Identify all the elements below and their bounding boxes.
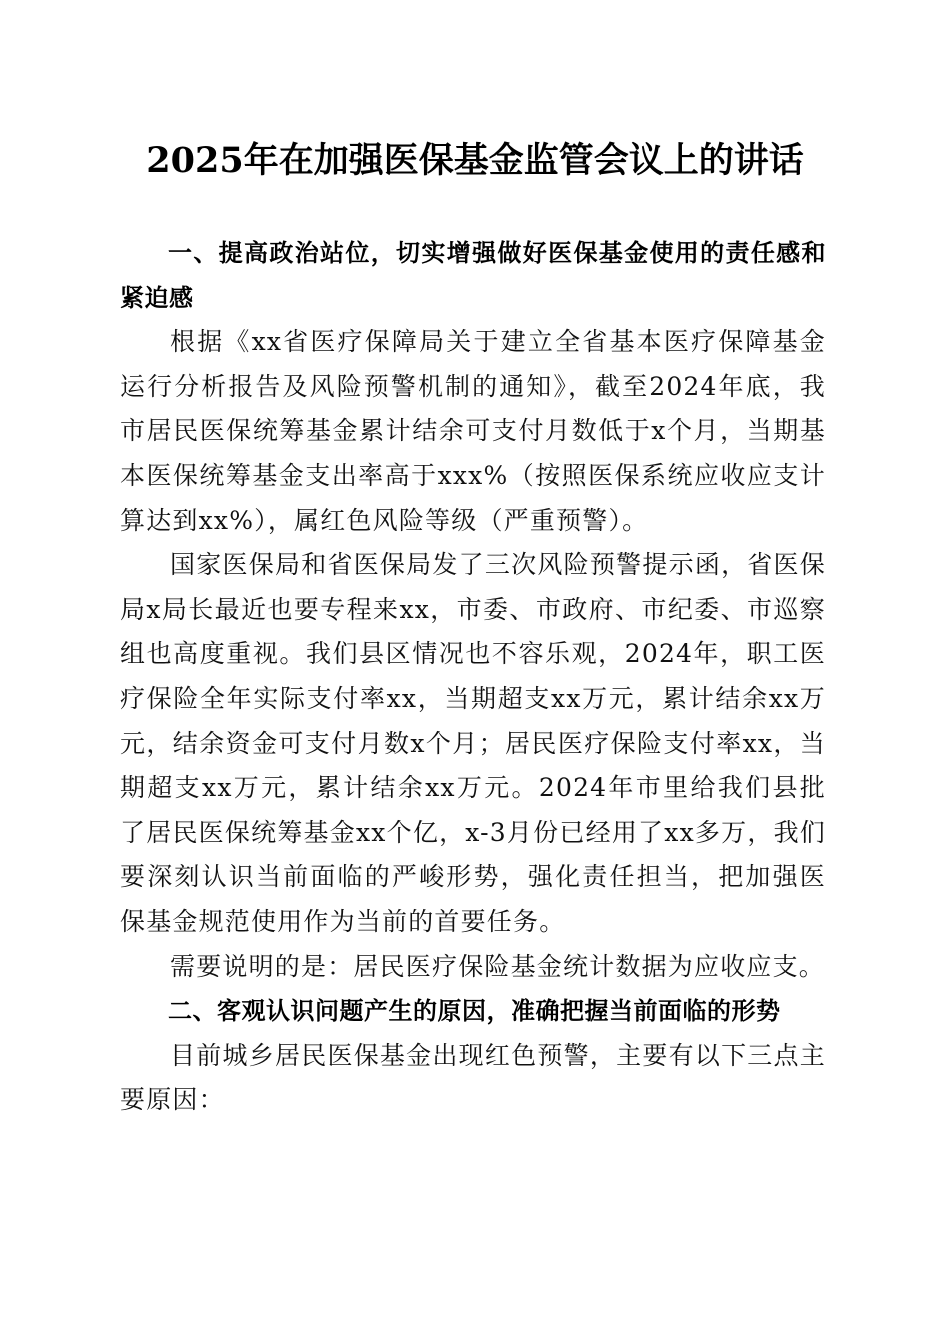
paragraph-3: 需要说明的是：居民医疗保险基金统计数据为应收应支。	[170, 951, 826, 981]
document-body	[120, 231, 826, 1123]
paragraph-1: 根据《xx省医疗保障局关于建立全省基本医疗保障基金运行分析报告及风险预警机制的通知》，截至2024年底，我市居民医保统筹基金累计结余可支付月数低于x个月，当期基本医保统筹基金支出率高于xxx%（按照医保系统应收应支计算达到xx%），属红色风险等级（严重预警）。	[120, 327, 826, 535]
paragraph-4: 目前城乡居民医保基金出现红色预警，主要有以下三点主要原因：	[120, 1040, 826, 1115]
section-heading-2: 二、客观认识问题产生的原因，准确把握当前面临的形势	[168, 997, 781, 1026]
paragraph-2: 国家医保局和省医保局发了三次风险预警提示函，省医保局x局长最近也要专程来xx，市委、市政府、市纪委、市巡察组也高度重视。我们县区情况也不容乐观，2024年，职工医疗保险全年实际支付率xx，当期超支xx万元，累计结余xx万元，结余资金可支付月数x个月；居民医疗保险支付率xx，当期超支xx万元，累计结余xx万元。2024年市里给我们县批了居民医保统筹基金xx个亿，x-3月份已经用了xx多万，我们要深刻认识当前面临的严峻形势，强化责任担当，把加强医保基金规范使用作为当前的首要任务。	[120, 550, 826, 936]
document-title: 2025年在加强医保基金监管会议上的讲话	[146, 140, 804, 181]
section-heading-1: 一、提高政治站位，切实增强做好医保基金使用的责任感和紧迫感	[120, 239, 826, 312]
